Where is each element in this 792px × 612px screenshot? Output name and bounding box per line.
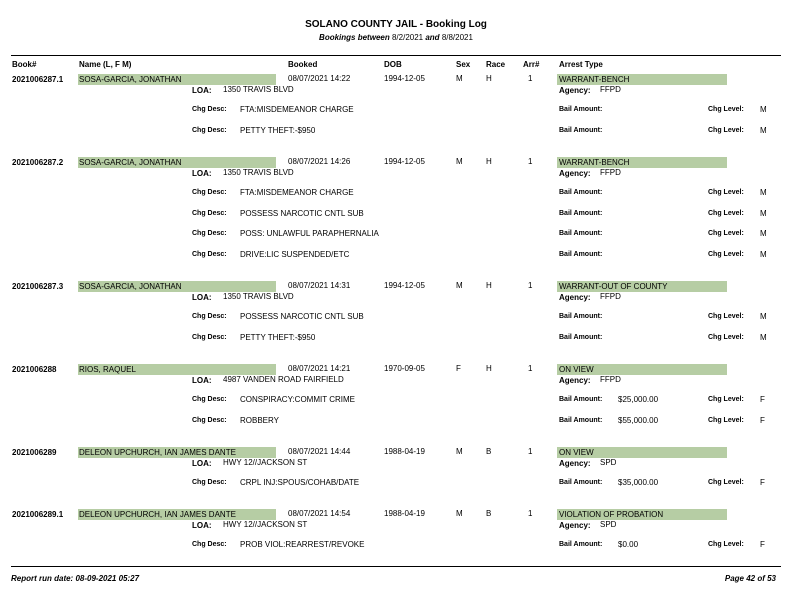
date-from: 8/2/2021	[391, 33, 424, 42]
agency-value: FFPD	[600, 292, 621, 301]
agency-label: Agency:	[559, 293, 591, 302]
agency-label: Agency:	[559, 459, 591, 468]
arrest-number: 1	[528, 447, 533, 456]
charge-level: F	[760, 395, 765, 404]
charge-level: M	[760, 188, 767, 197]
arrest-number: 1	[528, 74, 533, 83]
charge-description: CRPL INJ:SPOUS/COHAB/DATE	[240, 478, 360, 487]
charge-level: F	[760, 540, 765, 549]
charge-level: M	[760, 229, 767, 238]
charge-level: M	[760, 208, 767, 218]
bail-amount-label: Bail Amount:	[559, 333, 603, 341]
chg-level-label: Chg Level:	[708, 479, 744, 486]
loa-value: 1350 TRAVIS BLVD	[223, 168, 294, 177]
footer-page-number: Page 42 of 53	[724, 574, 776, 583]
charge-description: DRIVE:LIC SUSPENDED/ETC	[240, 249, 350, 259]
loa-value: HWY 12//JACKSON ST	[223, 520, 308, 529]
footer-run-date: Report run date: 08-09-2021 05:27	[11, 574, 140, 583]
loa-label: LOA:	[192, 86, 212, 95]
bail-amount-label: Bail Amount:	[559, 313, 603, 320]
sex: M	[456, 157, 463, 166]
race: H	[486, 157, 492, 166]
loa-value: 1350 TRAVIS BLVD	[223, 292, 294, 301]
bail-amount-label: Bail Amount:	[559, 126, 603, 134]
chg-desc-label: Chg Desc:	[192, 126, 227, 134]
agency-label: Agency:	[559, 376, 591, 385]
arrest-number: 1	[528, 281, 533, 290]
header-top-rule	[11, 55, 781, 56]
book-number: 2021006289	[12, 448, 57, 457]
bail-amount-label: Bail Amount:	[559, 189, 603, 196]
charge-description: PETTY THEFT:-$950	[240, 125, 316, 135]
dob: 1994-12-05	[384, 74, 425, 83]
booked-datetime: 08/07/2021 14:21	[288, 364, 351, 373]
footer-rule	[11, 566, 781, 567]
dob: 1994-12-05	[384, 281, 425, 290]
chg-desc-label: Chg Desc:	[192, 313, 227, 320]
chg-level-label: Chg Level:	[708, 396, 744, 403]
race: B	[486, 447, 492, 456]
chg-desc-label: Chg Desc:	[192, 189, 227, 196]
chg-level-label: Chg Level:	[708, 416, 744, 424]
agency-value: FFPD	[600, 85, 621, 94]
col-header-dob: DOB	[384, 60, 402, 69]
loa-label: LOA:	[192, 521, 212, 530]
loa-value: 4987 VANDEN ROAD FAIRFIELD	[223, 375, 344, 384]
chg-level-label: Chg Level:	[708, 189, 744, 196]
col-header-name: Name (L, F M)	[79, 60, 132, 69]
date-to: 8/8/2021	[441, 33, 473, 42]
race: H	[486, 281, 492, 290]
agency-value: FFPD	[600, 375, 621, 384]
loa-label: LOA:	[192, 293, 212, 302]
race: H	[486, 74, 492, 83]
charge-level: M	[760, 332, 767, 342]
subtitle-prefix: Bookings between	[319, 33, 390, 42]
bail-amount-value: $55,000.00	[618, 415, 659, 425]
chg-level-label: Chg Level:	[708, 333, 744, 341]
charge-description: POSSESS NARCOTIC CNTL SUB	[240, 312, 364, 321]
inmate-name: DELEON UPCHURCH, IAN JAMES DANTE	[79, 510, 236, 519]
subtitle-and: and	[425, 33, 440, 42]
charge-description: POSSESS NARCOTIC CNTL SUB	[240, 208, 364, 218]
chg-level-label: Chg Level:	[708, 230, 744, 237]
charge-description: PROB VIOL:REARREST/REVOKE	[240, 540, 365, 549]
charge-description: PETTY THEFT:-$950	[240, 332, 316, 342]
chg-level-label: Chg Level:	[708, 250, 744, 258]
chg-level-label: Chg Level:	[708, 106, 744, 113]
loa-label: LOA:	[192, 376, 212, 385]
report-title: SOLANO COUNTY JAIL - Booking Log	[305, 19, 487, 30]
bail-amount-value: $0.00	[618, 540, 639, 549]
loa-value: HWY 12//JACKSON ST	[223, 458, 308, 467]
inmate-name: SOSA-GARCIA, JONATHAN	[79, 75, 182, 84]
chg-desc-label: Chg Desc:	[192, 416, 227, 424]
loa-label: LOA:	[192, 459, 212, 468]
chg-desc-label: Chg Desc:	[192, 106, 227, 113]
bail-amount-label: Bail Amount:	[559, 479, 603, 486]
charge-level: M	[760, 105, 767, 114]
charge-level: M	[760, 249, 767, 259]
agency-label: Agency:	[559, 169, 591, 178]
chg-desc-label: Chg Desc:	[192, 541, 227, 548]
race: B	[486, 509, 492, 518]
chg-level-label: Chg Level:	[708, 541, 744, 548]
sex: M	[456, 509, 463, 518]
bail-amount-label: Bail Amount:	[559, 209, 603, 217]
col-header-booked: Booked	[288, 60, 318, 69]
booked-datetime: 08/07/2021 14:54	[288, 509, 351, 518]
bail-amount-label: Bail Amount:	[559, 250, 603, 258]
arrest-number: 1	[528, 364, 533, 373]
arrest-type: WARRANT-OUT OF COUNTY	[559, 282, 668, 291]
booked-datetime: 08/07/2021 14:26	[288, 157, 351, 166]
agency-value: FFPD	[600, 168, 621, 177]
book-number: 2021006287.3	[12, 282, 64, 291]
dob: 1988-04-19	[384, 509, 425, 518]
inmate-name: SOSA-GARCIA, JONATHAN	[79, 282, 182, 291]
agency-label: Agency:	[559, 86, 591, 95]
booked-datetime: 08/07/2021 14:22	[288, 74, 351, 83]
arrest-number: 1	[528, 157, 533, 166]
arrest-type: WARRANT-BENCH	[559, 158, 630, 167]
charge-level: F	[760, 478, 765, 487]
col-header-race: Race	[486, 60, 506, 69]
charge-description: ROBBERY	[240, 415, 279, 425]
race: H	[486, 364, 492, 373]
arrest-type: WARRANT-BENCH	[559, 75, 630, 84]
charge-description: FTA:MISDEMEANOR CHARGE	[240, 188, 354, 197]
inmate-name: RIOS, RAQUEL	[79, 365, 136, 374]
book-number: 2021006288	[12, 365, 57, 374]
bail-amount-label: Bail Amount:	[559, 396, 603, 403]
charge-level: M	[760, 125, 767, 135]
dob: 1994-12-05	[384, 157, 425, 166]
bail-amount-label: Bail Amount:	[559, 106, 603, 113]
loa-label: LOA:	[192, 169, 212, 178]
col-header-arr: Arr#	[523, 60, 540, 69]
charge-description: FTA:MISDEMEANOR CHARGE	[240, 105, 354, 114]
chg-desc-label: Chg Desc:	[192, 333, 227, 341]
chg-desc-label: Chg Desc:	[192, 250, 227, 258]
inmate-name: SOSA-GARCIA, JONATHAN	[79, 158, 182, 167]
charge-level: F	[760, 415, 765, 425]
agency-label: Agency:	[559, 521, 591, 530]
chg-desc-label: Chg Desc:	[192, 230, 227, 237]
arrest-number: 1	[528, 509, 533, 518]
chg-desc-label: Chg Desc:	[192, 396, 227, 403]
bail-amount-label: Bail Amount:	[559, 541, 603, 548]
arrest-type: ON VIEW	[559, 365, 594, 374]
arrest-type: VIOLATION OF PROBATION	[559, 510, 664, 519]
col-header-sex: Sex	[456, 60, 471, 69]
chg-level-label: Chg Level:	[708, 126, 744, 134]
dob: 1988-04-19	[384, 447, 425, 456]
bail-amount-label: Bail Amount:	[559, 416, 603, 424]
dob: 1970-09-05	[384, 364, 425, 373]
charge-description: CONSPIRACY:COMMIT CRIME	[240, 395, 355, 404]
book-number: 2021006287.1	[12, 75, 64, 84]
chg-level-label: Chg Level:	[708, 313, 744, 320]
sex: F	[456, 364, 461, 373]
charge-level: M	[760, 312, 767, 321]
report-subtitle	[0, 33, 792, 42]
loa-value: 1350 TRAVIS BLVD	[223, 85, 294, 94]
chg-level-label: Chg Level:	[708, 209, 744, 217]
bail-amount-value: $25,000.00	[618, 395, 659, 404]
sex: M	[456, 74, 463, 83]
bail-amount-value: $35,000.00	[618, 478, 659, 487]
sex: M	[456, 281, 463, 290]
chg-desc-label: Chg Desc:	[192, 479, 227, 486]
booked-datetime: 08/07/2021 14:31	[288, 281, 351, 290]
book-number: 2021006289.1	[12, 510, 64, 519]
book-number: 2021006287.2	[12, 158, 64, 167]
col-header-arrest-type: Arrest Type	[559, 60, 603, 69]
bail-amount-label: Bail Amount:	[559, 230, 603, 237]
booked-datetime: 08/07/2021 14:44	[288, 447, 351, 456]
charge-description: POSS: UNLAWFUL PARAPHERNALIA	[240, 229, 379, 238]
arrest-type: ON VIEW	[559, 448, 594, 457]
col-header-book: Book#	[12, 60, 37, 69]
sex: M	[456, 447, 463, 456]
chg-desc-label: Chg Desc:	[192, 209, 227, 217]
inmate-name: DELEON UPCHURCH, IAN JAMES DANTE	[79, 448, 236, 457]
agency-value: SPD	[600, 520, 617, 529]
agency-value: SPD	[600, 458, 617, 467]
